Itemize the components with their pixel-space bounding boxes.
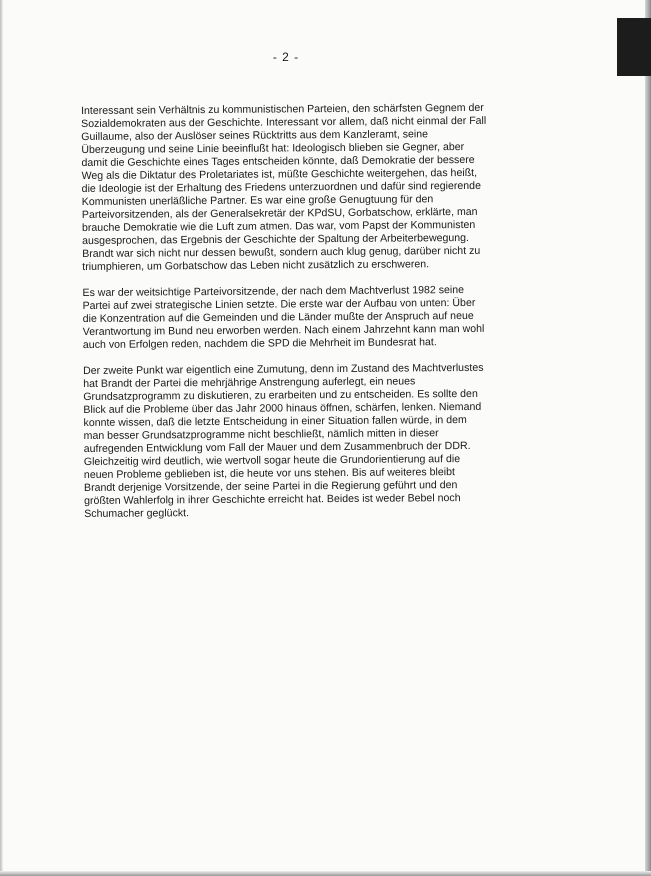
page-number: - 2 - (272, 50, 300, 64)
text-line: größten Wahlerfolg in ihrer Geschichte erreicht hat. Beides ist weder Bebel noch (84, 492, 461, 507)
text-line: Gleichzeitig wird deutlich, wie wertvoll sogar heute die Grundorientierung auf die (83, 453, 461, 468)
scan-edge-left (0, 0, 3, 876)
scan-edge-bottom (0, 871, 651, 876)
text-line: Sozialdemokraten aus der Geschichte. Interessant vor allem, daß nicht einmal der Fall (81, 114, 487, 130)
text-line: Parteivorsitzenden, als der Generalsekretär der KPdSU, Gorbatschow, erklärte, man (81, 205, 478, 221)
text-line: aufregenden Entwicklung vom Fall der Mauer und dem Zusammenbruch der DDR. (83, 439, 471, 455)
text-line: man besser Grundsatzprogramme nicht beschließt, nämlich mitten in dieser (83, 427, 439, 442)
text-line: Partei auf zwei strategische Linien setzte. Die erste war der Aufbau von unten: Über (82, 296, 476, 312)
text-line: Kommunisten unerläßliche Partner. Es war eine große Genugtuung für den (81, 193, 434, 208)
text-line: ausgesprochen, das Ergebnis der Geschichte der Spaltung der Arbeiterbewegung. (82, 231, 470, 247)
text-line: Weg als die Diktatur des Proletariates ist, müßte Geschichte weitergehen, das heißt, (81, 166, 478, 182)
text-line: Grundsatzprogramm zu diskutieren, zu erarbeiten und zu entscheiden. Es sollte den (83, 387, 478, 403)
text-line: neuen Probleme geblieben ist, die heute vor uns stehen. Bis auf weiteres bleibt (83, 466, 455, 481)
text-line: Schumacher geglückt. (84, 507, 190, 520)
paragraph-1 (81, 102, 507, 274)
text-line: die Ideologie ist der Erhaltung des Friedens unterzuordnen und dafür sind regierende (81, 179, 481, 195)
scan-edge-right (645, 0, 651, 876)
text-line: die Konzentration auf die Gemeinden und die Länder mußte der Anspruch auf neue (82, 309, 474, 325)
text-line: brauche Demokratie wie die Luft zum atmen. Das war, vom Papst der Kommunisten (81, 218, 476, 234)
text-line: Blick auf die Probleme über das Jahr 2000 hinaus öffnen, schärfen, lenken. Niemand (83, 400, 482, 416)
text-line: auch von Erfolgen reden, nachdem die SPD die Mehrheit im Bundesrat hat. (82, 336, 437, 351)
text-line: damit die Geschichte eines Tages entscheiden könnte, daß Demokratie der bessere (81, 153, 475, 169)
scan-shadow-corner (617, 18, 651, 76)
text-line: Brandt war sich nicht nur dessen bewußt, sondern auch klug genug, darüber nicht zu (82, 244, 481, 260)
text-line: Interessant sein Verhältnis zu kommunistischen Parteien, den schärfsten Gegnem der (81, 101, 484, 117)
text-line: konnte wissen, daß die letzte Entscheidung in einer Situation fallen würde, in dem (83, 413, 467, 429)
text-line: hat Brandt der Partei die mehrjährige Anstrengung auferlegt, ein neues (83, 375, 416, 390)
text-line: Brandt derjenige Vorsitzende, der seine Partei in die Regierung geführt und den (83, 479, 458, 494)
paragraph-3 (83, 362, 509, 521)
body-text (81, 102, 509, 534)
text-line: Überzeugung und seine Linie beeinflußt hat: Ideologisch blieben sie Gegner, aber (81, 140, 465, 156)
text-line: triumphieren, um Gorbatschow das Leben nicht zusätzlich zu erschweren. (82, 258, 430, 273)
text-line: Verantwortung im Bund neu erworben werden. Nach einem Jahrzehnt kann man wohl (82, 322, 485, 338)
text-line: Der zweite Punkt war eigentlich eine Zumutung, denn im Zustand des Machtverlustes (83, 361, 484, 377)
text-line: Es war der weitsichtige Parteivorsitzende, der nach dem Machtverlust 1982 seine (82, 283, 465, 299)
paragraph-2 (82, 284, 507, 352)
text-line: Guillaume, also der Auslöser seines Rücktritts aus dem Kanzleramt, seine (81, 128, 429, 143)
